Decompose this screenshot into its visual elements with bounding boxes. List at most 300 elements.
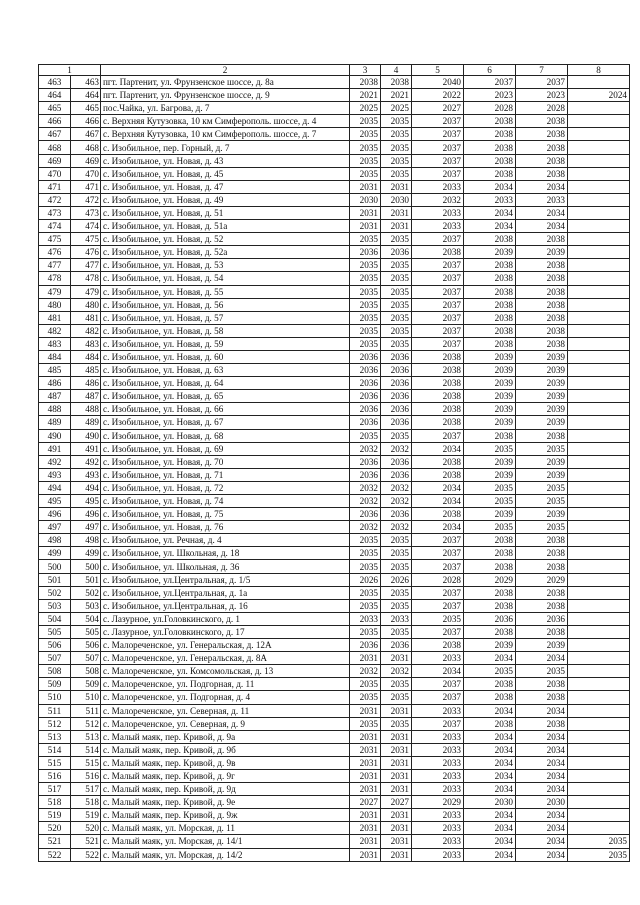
row-index-cell: 510 [39, 691, 71, 704]
row-index-cell: 484 [39, 350, 71, 363]
year-col4-cell: 2027 [381, 796, 412, 809]
year-col6-cell: 2038 [464, 599, 516, 612]
year-col5-cell: 2035 [412, 612, 464, 625]
year-col4-cell: 2032 [381, 521, 412, 534]
row-index-cell: 522 [39, 848, 71, 861]
address-cell: с. Изобильное, ул. Новая, д. 58 [101, 324, 350, 337]
year-col6-cell: 2038 [464, 167, 516, 180]
year-col6-cell: 2039 [464, 639, 516, 652]
year-col7-cell: 2023 [516, 89, 568, 102]
table-row [39, 246, 630, 259]
row-number-cell: 499 [71, 547, 101, 560]
row-number-cell: 482 [71, 324, 101, 337]
year-col8-cell [568, 337, 630, 350]
year-col4-cell: 2036 [381, 639, 412, 652]
year-col7-cell: 2035 [516, 442, 568, 455]
year-col3-cell: 2035 [350, 311, 381, 324]
year-col3-cell: 2025 [350, 102, 381, 115]
year-col8-cell [568, 783, 630, 796]
address-cell: с. Малый маяк, пер. Кривой, д. 9в [101, 756, 350, 769]
year-col4-cell: 2021 [381, 89, 412, 102]
year-col5-cell: 2034 [412, 481, 464, 494]
address-cell: с. Малый маяк, ул. Морская, д. 14/2 [101, 848, 350, 861]
year-col5-cell: 2033 [412, 822, 464, 835]
year-col6-cell: 2038 [464, 625, 516, 638]
year-col7-cell: 2038 [516, 324, 568, 337]
year-col8-cell [568, 455, 630, 468]
year-col8-cell [568, 468, 630, 481]
address-cell: с. Изобильное, ул. Школьная, д. 36 [101, 560, 350, 573]
year-col6-cell: 2034 [464, 756, 516, 769]
year-col3-cell: 2021 [350, 89, 381, 102]
year-col7-cell: 2038 [516, 678, 568, 691]
year-col7-cell: 2038 [516, 534, 568, 547]
year-col3-cell: 2032 [350, 665, 381, 678]
row-index-cell: 493 [39, 468, 71, 481]
year-col6-cell: 2030 [464, 796, 516, 809]
year-col6-cell: 2034 [464, 783, 516, 796]
year-col6-cell: 2039 [464, 364, 516, 377]
year-col5-cell: 2037 [412, 272, 464, 285]
year-col5-cell: 2029 [412, 796, 464, 809]
year-col8-cell [568, 259, 630, 272]
row-index-cell: 507 [39, 652, 71, 665]
year-col5-cell: 2033 [412, 704, 464, 717]
year-col7-cell: 2034 [516, 206, 568, 219]
table-row [39, 403, 630, 416]
table-row [39, 350, 630, 363]
table-row [39, 612, 630, 625]
year-col7-cell: 2034 [516, 769, 568, 782]
year-col6-cell: 2039 [464, 246, 516, 259]
year-col4-cell: 2031 [381, 809, 412, 822]
year-col4-cell: 2031 [381, 730, 412, 743]
year-col3-cell: 2035 [350, 586, 381, 599]
year-col7-cell: 2038 [516, 586, 568, 599]
address-cell: с. Изобильное, ул. Новая, д. 56 [101, 298, 350, 311]
year-col7-cell: 2039 [516, 455, 568, 468]
row-index-cell: 509 [39, 678, 71, 691]
year-col8-cell [568, 639, 630, 652]
table-row [39, 678, 630, 691]
table-row [39, 377, 630, 390]
year-col8-cell [568, 272, 630, 285]
table-row [39, 796, 630, 809]
year-col4-cell: 2035 [381, 429, 412, 442]
row-index-cell: 514 [39, 743, 71, 756]
row-number-cell: 483 [71, 337, 101, 350]
year-col5-cell: 2033 [412, 835, 464, 848]
row-number-cell: 508 [71, 665, 101, 678]
row-index-cell: 472 [39, 193, 71, 206]
year-col5-cell: 2037 [412, 625, 464, 638]
year-col7-cell: 2034 [516, 743, 568, 756]
row-index-cell: 477 [39, 259, 71, 272]
address-cell: с. Изобильное, ул. Новая, д. 55 [101, 285, 350, 298]
year-col4-cell: 2031 [381, 822, 412, 835]
year-col4-cell: 2025 [381, 102, 412, 115]
row-number-cell: 469 [71, 154, 101, 167]
address-cell: с. Малореченское, ул. Подгорная, д. 4 [101, 691, 350, 704]
address-cell: с. Изобильное, ул. Новая, д. 74 [101, 495, 350, 508]
table-row [39, 416, 630, 429]
year-col5-cell: 2038 [412, 377, 464, 390]
year-col5-cell: 2037 [412, 586, 464, 599]
row-index-cell: 469 [39, 154, 71, 167]
address-cell: с. Изобильное, ул. Новая, д. 49 [101, 193, 350, 206]
year-col6-cell: 2034 [464, 809, 516, 822]
row-number-cell: 488 [71, 403, 101, 416]
year-col7-cell: 2039 [516, 468, 568, 481]
year-col4-cell: 2031 [381, 848, 412, 861]
row-number-cell: 489 [71, 416, 101, 429]
row-number-cell: 476 [71, 246, 101, 259]
address-cell: с. Малореченское, ул. Северная, д. 11 [101, 704, 350, 717]
row-number-cell: 466 [71, 115, 101, 128]
year-col3-cell: 2031 [350, 756, 381, 769]
year-col5-cell: 2038 [412, 403, 464, 416]
row-number-cell: 496 [71, 508, 101, 521]
year-col8-cell [568, 350, 630, 363]
year-col5-cell: 2037 [412, 259, 464, 272]
year-col8-cell [568, 573, 630, 586]
year-col3-cell: 2031 [350, 809, 381, 822]
year-col7-cell: 2034 [516, 652, 568, 665]
address-cell: с. Изобильное, ул. Новая, д. 64 [101, 377, 350, 390]
year-col5-cell: 2022 [412, 89, 464, 102]
year-col4-cell: 2032 [381, 481, 412, 494]
year-col6-cell: 2038 [464, 337, 516, 350]
row-index-cell: 501 [39, 573, 71, 586]
row-index-cell: 479 [39, 285, 71, 298]
year-col5-cell: 2037 [412, 324, 464, 337]
year-col5-cell: 2037 [412, 311, 464, 324]
year-col5-cell: 2038 [412, 639, 464, 652]
year-col7-cell: 2038 [516, 233, 568, 246]
address-cell: с. Изобильное, ул. Новая, д. 65 [101, 390, 350, 403]
year-col5-cell: 2037 [412, 141, 464, 154]
year-col3-cell: 2031 [350, 652, 381, 665]
year-col3-cell: 2035 [350, 691, 381, 704]
year-col6-cell: 2028 [464, 102, 516, 115]
year-col3-cell: 2036 [350, 390, 381, 403]
year-col7-cell: 2038 [516, 115, 568, 128]
row-index-cell: 463 [39, 76, 71, 89]
table-row [39, 128, 630, 141]
header-cell: 3 [350, 65, 381, 76]
table-row [39, 285, 630, 298]
row-number-cell: 520 [71, 822, 101, 835]
year-col3-cell: 2035 [350, 625, 381, 638]
year-col8-cell [568, 625, 630, 638]
row-number-cell: 484 [71, 350, 101, 363]
year-col4-cell: 2031 [381, 652, 412, 665]
year-col3-cell: 2032 [350, 495, 381, 508]
table-row [39, 311, 630, 324]
address-cell: с. Лазурное, ул.Головкинского, д. 17 [101, 625, 350, 638]
year-col8-cell [568, 206, 630, 219]
table-row [39, 521, 630, 534]
year-col7-cell: 2034 [516, 220, 568, 233]
year-col4-cell: 2035 [381, 259, 412, 272]
year-col4-cell: 2031 [381, 743, 412, 756]
row-index-cell: 496 [39, 508, 71, 521]
year-col8-cell [568, 508, 630, 521]
year-col3-cell: 2036 [350, 246, 381, 259]
year-col8-cell [568, 704, 630, 717]
year-col8-cell [568, 298, 630, 311]
year-col5-cell: 2037 [412, 429, 464, 442]
row-number-cell: 485 [71, 364, 101, 377]
year-col3-cell: 2035 [350, 259, 381, 272]
year-col8-cell [568, 743, 630, 756]
year-col6-cell: 2039 [464, 468, 516, 481]
year-col5-cell: 2037 [412, 233, 464, 246]
year-col4-cell: 2036 [381, 377, 412, 390]
row-index-cell: 474 [39, 220, 71, 233]
table-row [39, 481, 630, 494]
row-number-cell: 500 [71, 560, 101, 573]
year-col4-cell: 2035 [381, 560, 412, 573]
table-row [39, 495, 630, 508]
row-index-cell: 506 [39, 639, 71, 652]
year-col8-cell [568, 822, 630, 835]
year-col3-cell: 2036 [350, 468, 381, 481]
year-col8-cell [568, 76, 630, 89]
address-cell: с. Изобильное, ул. Новая, д. 57 [101, 311, 350, 324]
year-col6-cell: 2034 [464, 730, 516, 743]
address-cell: с. Изобильное, ул. Новая, д. 63 [101, 364, 350, 377]
year-col7-cell: 2037 [516, 76, 568, 89]
year-col4-cell: 2035 [381, 678, 412, 691]
year-col5-cell: 2033 [412, 220, 464, 233]
year-col4-cell: 2035 [381, 141, 412, 154]
address-cell: с. Малореченское, ул. Комсомольская, д. 13 [101, 665, 350, 678]
year-col4-cell: 2031 [381, 835, 412, 848]
row-number-cell: 509 [71, 678, 101, 691]
year-col5-cell: 2034 [412, 495, 464, 508]
year-col6-cell: 2039 [464, 403, 516, 416]
register-table [38, 64, 630, 862]
address-cell: с. Изобильное, ул. Новая, д. 60 [101, 350, 350, 363]
year-col5-cell: 2038 [412, 364, 464, 377]
year-col5-cell: 2037 [412, 154, 464, 167]
year-col3-cell: 2035 [350, 599, 381, 612]
address-cell: с. Изобильное, ул. Новая, д. 52а [101, 246, 350, 259]
year-col4-cell: 2035 [381, 586, 412, 599]
year-col8-cell [568, 691, 630, 704]
header-cell: 5 [412, 65, 464, 76]
header-cell: 2 [101, 65, 350, 76]
year-col3-cell: 2036 [350, 403, 381, 416]
row-number-cell: 491 [71, 442, 101, 455]
row-number-cell: 472 [71, 193, 101, 206]
row-number-cell: 471 [71, 180, 101, 193]
year-col3-cell: 2033 [350, 612, 381, 625]
year-col7-cell: 2036 [516, 612, 568, 625]
row-number-cell: 505 [71, 625, 101, 638]
year-col3-cell: 2031 [350, 220, 381, 233]
table-row [39, 429, 630, 442]
table-row [39, 822, 630, 835]
year-col5-cell: 2033 [412, 206, 464, 219]
year-col5-cell: 2038 [412, 508, 464, 521]
year-col3-cell: 2036 [350, 416, 381, 429]
year-col6-cell: 2035 [464, 442, 516, 455]
row-number-cell: 479 [71, 285, 101, 298]
year-col6-cell: 2038 [464, 547, 516, 560]
address-cell: с. Малореченское, ул. Подгорная, д. 11 [101, 678, 350, 691]
year-col7-cell: 2039 [516, 390, 568, 403]
address-cell: с. Изобильное, ул. Новая, д. 76 [101, 521, 350, 534]
year-col3-cell: 2035 [350, 128, 381, 141]
year-col6-cell: 2039 [464, 455, 516, 468]
year-col7-cell: 2038 [516, 717, 568, 730]
year-col8-cell [568, 311, 630, 324]
row-number-cell: 474 [71, 220, 101, 233]
table-row [39, 835, 630, 848]
year-col7-cell: 2034 [516, 704, 568, 717]
address-cell: с. Изобильное, ул. Речная, д. 4 [101, 534, 350, 547]
year-col4-cell: 2032 [381, 442, 412, 455]
year-col3-cell: 2035 [350, 233, 381, 246]
table-row [39, 180, 630, 193]
year-col5-cell: 2033 [412, 743, 464, 756]
table-row [39, 298, 630, 311]
year-col5-cell: 2033 [412, 848, 464, 861]
year-col6-cell: 2038 [464, 285, 516, 298]
table-row [39, 573, 630, 586]
address-cell: с. Малый маяк, пер. Кривой, д. 9д [101, 783, 350, 796]
table-row [39, 599, 630, 612]
year-col3-cell: 2038 [350, 76, 381, 89]
table-row [39, 324, 630, 337]
table-row [39, 783, 630, 796]
year-col3-cell: 2035 [350, 534, 381, 547]
year-col8-cell [568, 233, 630, 246]
year-col7-cell: 2038 [516, 337, 568, 350]
address-cell: с. Изобильное, ул. Новая, д. 43 [101, 154, 350, 167]
table-header-row [39, 65, 630, 76]
year-col5-cell: 2037 [412, 547, 464, 560]
address-cell: с. Малореченское, ул. Северная, д. 9 [101, 717, 350, 730]
year-col8-cell [568, 534, 630, 547]
year-col7-cell: 2038 [516, 128, 568, 141]
address-cell: с. Изобильное, ул. Новая, д. 75 [101, 508, 350, 521]
year-col4-cell: 2035 [381, 324, 412, 337]
year-col4-cell: 2035 [381, 599, 412, 612]
address-cell: с. Изобильное, ул. Новая, д. 51а [101, 220, 350, 233]
address-cell: с. Малый маяк, пер. Кривой, д. 9ж [101, 809, 350, 822]
year-col7-cell: 2039 [516, 639, 568, 652]
year-col8-cell [568, 769, 630, 782]
year-col8-cell [568, 481, 630, 494]
address-cell: с. Изобильное, ул. Новая, д. 71 [101, 468, 350, 481]
row-number-cell: 497 [71, 521, 101, 534]
year-col7-cell: 2034 [516, 180, 568, 193]
year-col6-cell: 2034 [464, 220, 516, 233]
address-cell: пос.Чайка, ул. Багрова, д. 7 [101, 102, 350, 115]
row-number-cell: 468 [71, 141, 101, 154]
year-col8-cell [568, 167, 630, 180]
year-col6-cell: 2038 [464, 324, 516, 337]
year-col5-cell: 2037 [412, 298, 464, 311]
year-col8-cell [568, 521, 630, 534]
year-col4-cell: 2036 [381, 246, 412, 259]
year-col5-cell: 2033 [412, 180, 464, 193]
year-col8-cell [568, 665, 630, 678]
address-cell: с. Малореченское, ул. Генеральская, д. 12А [101, 639, 350, 652]
address-cell: пгт. Партенит, ул. Фрунзенское шоссе, д. 8а [101, 76, 350, 89]
row-number-cell: 481 [71, 311, 101, 324]
year-col7-cell: 2033 [516, 193, 568, 206]
year-col5-cell: 2038 [412, 455, 464, 468]
table-row [39, 89, 630, 102]
year-col7-cell: 2035 [516, 481, 568, 494]
year-col6-cell: 2034 [464, 848, 516, 861]
year-col4-cell: 2031 [381, 783, 412, 796]
address-cell: с. Лазурное, ул.Головкинского, д. 1 [101, 612, 350, 625]
year-col8-cell [568, 547, 630, 560]
year-col5-cell: 2033 [412, 809, 464, 822]
row-index-cell: 521 [39, 835, 71, 848]
address-cell: с. Малый маяк, пер. Кривой, д. 9а [101, 730, 350, 743]
row-number-cell: 467 [71, 128, 101, 141]
table-row [39, 717, 630, 730]
year-col4-cell: 2031 [381, 769, 412, 782]
year-col6-cell: 2038 [464, 717, 516, 730]
year-col6-cell: 2035 [464, 481, 516, 494]
row-index-cell: 470 [39, 167, 71, 180]
year-col7-cell: 2034 [516, 809, 568, 822]
year-col5-cell: 2034 [412, 442, 464, 455]
row-number-cell: 492 [71, 455, 101, 468]
row-index-cell: 508 [39, 665, 71, 678]
year-col6-cell: 2038 [464, 233, 516, 246]
row-index-cell: 465 [39, 102, 71, 115]
row-number-cell: 490 [71, 429, 101, 442]
row-index-cell: 519 [39, 809, 71, 822]
year-col8-cell [568, 390, 630, 403]
table-row [39, 455, 630, 468]
year-col4-cell: 2035 [381, 298, 412, 311]
row-index-cell: 497 [39, 521, 71, 534]
year-col3-cell: 2036 [350, 377, 381, 390]
year-col4-cell: 2035 [381, 311, 412, 324]
year-col7-cell: 2034 [516, 822, 568, 835]
row-index-cell: 512 [39, 717, 71, 730]
year-col5-cell: 2028 [412, 573, 464, 586]
year-col6-cell: 2038 [464, 678, 516, 691]
year-col5-cell: 2037 [412, 717, 464, 730]
year-col8-cell [568, 599, 630, 612]
row-index-cell: 482 [39, 324, 71, 337]
year-col3-cell: 2026 [350, 573, 381, 586]
year-col4-cell: 2036 [381, 364, 412, 377]
year-col7-cell: 2028 [516, 102, 568, 115]
year-col8-cell [568, 416, 630, 429]
row-number-cell: 518 [71, 796, 101, 809]
address-cell: с. Малый маяк, ул. Морская, д. 14/1 [101, 835, 350, 848]
row-number-cell: 478 [71, 272, 101, 285]
year-col5-cell: 2037 [412, 678, 464, 691]
year-col3-cell: 2035 [350, 141, 381, 154]
row-number-cell: 480 [71, 298, 101, 311]
year-col4-cell: 2032 [381, 495, 412, 508]
year-col7-cell: 2039 [516, 377, 568, 390]
year-col6-cell: 2039 [464, 416, 516, 429]
row-number-cell: 470 [71, 167, 101, 180]
